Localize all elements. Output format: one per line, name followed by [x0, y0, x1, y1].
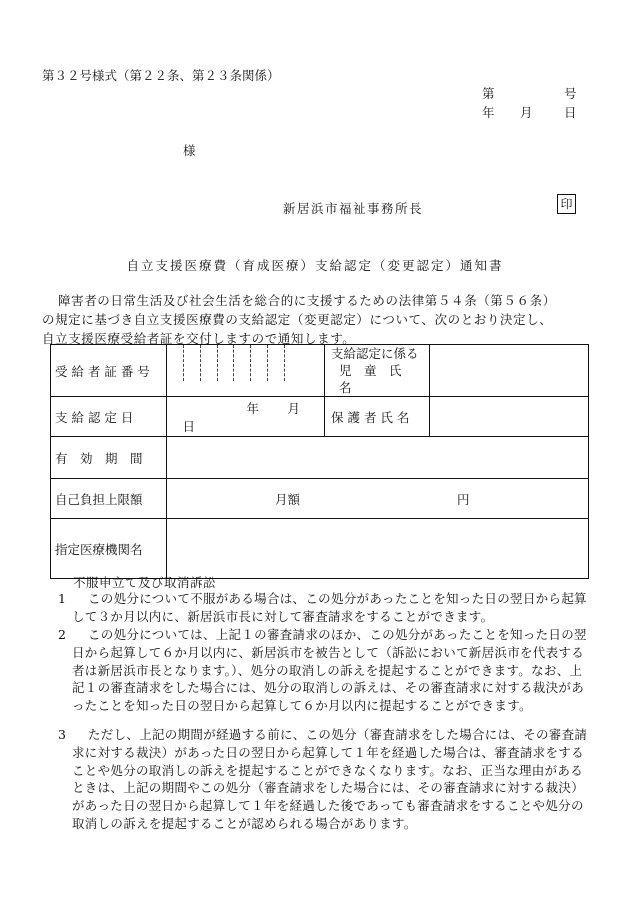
seal-stamp: 印 — [557, 194, 576, 214]
child-name-label-line-2: 児 童 氏 名 — [339, 363, 415, 395]
appeal-item-text: ただし、上記の期間が経過する前に、この処分（審査請求をした場合には、その審査請求に対する裁決）があった日の翌日から起算して１年を経過した場合は、審査請求をすることや処分の取消しの訴えを提起することができなくなります。なお、正当な理由があるときは、上記の期間やこの処分（審査請求をした場合には、その審査請求に対する裁決）があった日の翌日から起算して１年を経過した後であっても審査請求をすることや処分の取消しの訴えを提起することが認められる場合があります。 — [72, 727, 588, 831]
intro-paragraph — [42, 291, 590, 348]
child-name-label — [325, 345, 430, 397]
guardian-name-field[interactable] — [430, 397, 589, 437]
validity-period-field[interactable] — [167, 437, 589, 479]
child-name-field[interactable] — [430, 345, 589, 397]
appeal-item-number: 2 — [58, 627, 67, 642]
intro-line-3: 自立支援医療受給者証を交付しますので通知します。 — [42, 331, 356, 346]
appeal-heading: 不服申立て及び取消訴訟 — [73, 575, 217, 590]
recipient-honorific: 様 — [183, 143, 196, 158]
issuer-name: 新居浜市福祉事務所長 — [283, 201, 424, 216]
form-number: 第３２号様式（第２２条、第２３条関係） — [42, 68, 280, 83]
copay-limit-label: 自己負担上限額 — [51, 479, 167, 519]
recipient-cert-no-field[interactable] — [167, 345, 325, 397]
cert-digit-box[interactable] — [167, 345, 184, 381]
appeal-item-text: この処分について不服がある場合は、この処分があったことを知った日の翌日から起算して３か月以内に、新居浜市長に対して審査請求をすることができます。 — [72, 591, 587, 624]
cert-digit-box[interactable] — [234, 345, 251, 381]
approval-date-field[interactable] — [167, 397, 325, 437]
validity-period-label: 有 効 期 間 — [51, 437, 167, 479]
cert-digit-box[interactable] — [251, 345, 268, 381]
designated-institution-label: 指定医療機関名 — [51, 519, 167, 579]
guardian-name-label: 保 護 者 氏 名 — [325, 397, 430, 437]
appeal-item-number: 3 — [58, 727, 67, 742]
issue-date-year: 年 — [482, 105, 495, 120]
designated-institution-field[interactable] — [167, 519, 589, 579]
copay-monthly-label: 月額 — [274, 491, 300, 507]
approval-day-label: 日 — [182, 418, 195, 434]
recipient-cert-no-label: 受 給 者 証 番 号 — [51, 345, 167, 397]
document-title: 自立支援医療費（育成医療）支給認定（変更認定）通知書 — [126, 258, 504, 273]
approval-year-label: 年 — [246, 400, 259, 416]
cert-digit-box[interactable] — [268, 345, 285, 381]
appeal-item-2 — [58, 626, 592, 715]
child-name-label-line-1: 支給認定に係る — [331, 346, 419, 361]
approval-date-label: 支 給 認 定 日 — [51, 397, 167, 437]
appeal-item-text: この処分については、上記１の審査請求のほか、この処分があったことを知った日の翌日から起算して６か月以内に、新居浜市を被告として（訴訟において新居浜市を代表する者は新居浜市長となります。）、処分の取消しの訴えを提起することができます。なお、上記１の審査請求をした場合には、処分の取消しの訴えは、その審査請求に対する裁決があったことを知った日の翌日から起算して６か月以内に提起することができます。 — [72, 627, 587, 714]
cert-no-digit-boxes — [167, 345, 285, 396]
appeal-item-1 — [58, 590, 592, 626]
intro-line-1: 障害者の日常生活及び社会生活を総合的に支援するための法律第５４条（第５６条） — [58, 293, 556, 308]
cert-digit-box[interactable] — [218, 345, 235, 381]
table-row — [51, 345, 589, 397]
issue-date-day: 日 — [564, 105, 577, 120]
table-row — [51, 437, 589, 479]
cert-digit-box[interactable] — [201, 345, 218, 381]
copay-limit-field[interactable] — [167, 479, 589, 519]
approval-month-label: 月 — [287, 400, 300, 416]
appeal-item-3 — [58, 726, 592, 833]
table-row — [51, 397, 589, 437]
certification-info-table — [50, 344, 589, 579]
copay-yen-label: 円 — [456, 491, 470, 507]
appeal-item-number: 1 — [58, 591, 67, 606]
table-row — [51, 519, 589, 579]
cert-digit-box[interactable] — [184, 345, 201, 381]
document-number-suffix: 号 — [564, 86, 577, 101]
intro-line-2: の規定に基づき自立支援医療費の支給認定（変更認定）について、次のとおり決定し、 — [42, 312, 553, 327]
document-number-label: 第 — [482, 86, 495, 101]
table-row — [51, 479, 589, 519]
issue-date-month: 月 — [520, 105, 533, 120]
